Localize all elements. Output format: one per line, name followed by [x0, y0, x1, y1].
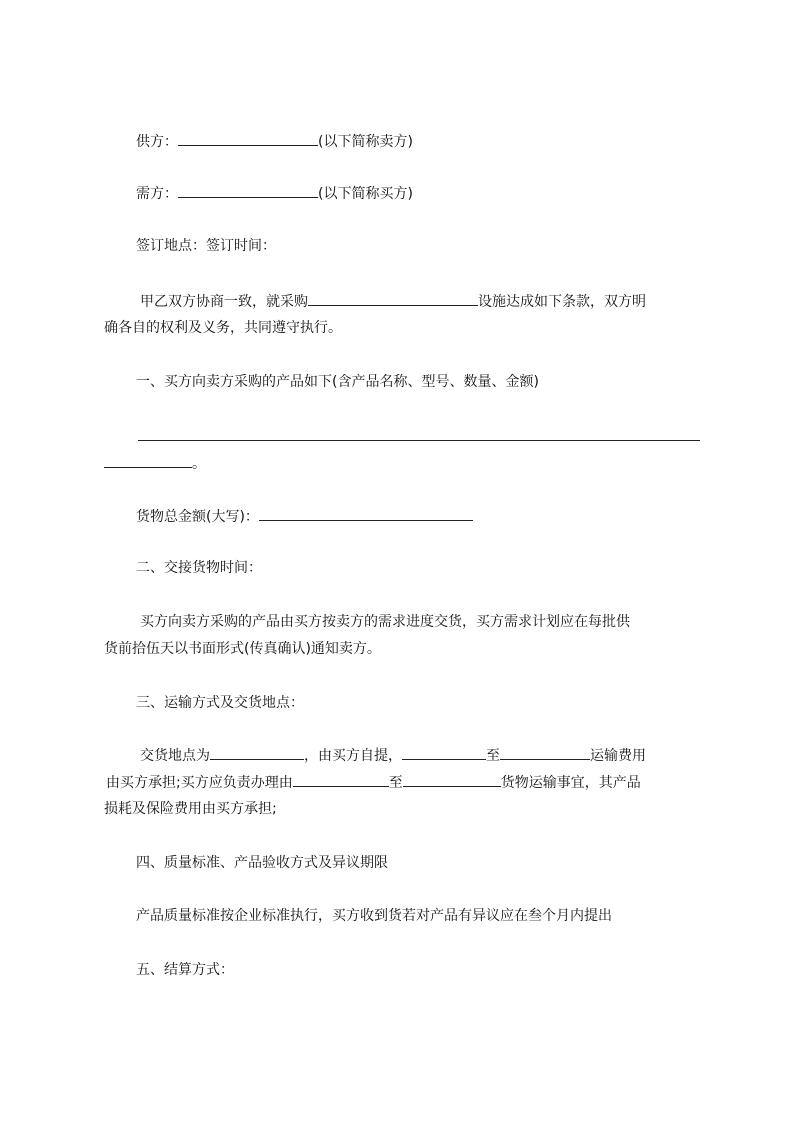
procurement-item-blank[interactable]: [308, 291, 478, 306]
products-blank-1[interactable]: [138, 426, 700, 441]
route-from-blank-1[interactable]: [402, 745, 486, 760]
buyer-blank[interactable]: [178, 183, 318, 198]
section3-line-1: [140, 745, 646, 766]
section2-heading: 二、交接货物时间：: [136, 560, 262, 576]
section2-line-1: 买方向卖方采购的产品由买方按卖方的需求进度交货，买方需求计划应在每批供: [140, 614, 630, 630]
total-line: [136, 506, 473, 527]
intro-line-2: 确各自的权利及义务，共同遵守执行。: [104, 320, 342, 336]
section3-line-3: 损耗及保险费用由买方承担;: [104, 801, 277, 817]
to-text-2: 至: [388, 775, 403, 791]
buyer-line: [136, 183, 413, 204]
route-to-blank-1[interactable]: [500, 745, 590, 760]
total-amount-blank[interactable]: [259, 506, 473, 521]
route-to-blank-2[interactable]: [403, 772, 501, 787]
section3-heading: 三、运输方式及交货地点：: [136, 695, 304, 711]
route-from-blank-2[interactable]: [293, 772, 389, 787]
supplier-blank[interactable]: [178, 131, 318, 146]
total-label: 货物总金额(大写)：: [136, 509, 259, 525]
intro-text-1: 甲乙双方协商一致，就采购: [140, 294, 308, 310]
transport-text: 货物运输事宜，其产品: [500, 775, 641, 791]
products-end-mark: 。: [192, 456, 206, 472]
section2-line-2: 货前拾伍天以书面形式(传真确认)通知卖方。: [104, 641, 381, 657]
buyer-bears-text: 由买方承担;买方应负责办理由: [106, 775, 293, 791]
delivery-place-label: 交货地点为: [140, 748, 210, 764]
intro-line-1: [140, 291, 646, 312]
signing-line: 签订地点：签订时间：: [136, 238, 276, 254]
section4-heading: 四、质量标准、产品验收方式及异议期限: [136, 855, 388, 871]
buyer-label: 需方：: [136, 186, 178, 202]
intro-text-2: 设施达成如下条款，双方明: [478, 294, 646, 310]
section5-heading: 五、结算方式：: [136, 962, 234, 978]
buyer-suffix: (以下简称买方): [318, 186, 413, 202]
supplier-label: 供方：: [136, 134, 178, 150]
supplier-suffix: (以下简称卖方): [318, 134, 413, 150]
products-line-2: [104, 453, 206, 474]
delivery-place-blank[interactable]: [210, 745, 304, 760]
to-text-1: 至: [486, 748, 500, 764]
supplier-line: [136, 131, 413, 152]
section3-line-2: [106, 772, 641, 793]
section1-heading: 一、买方向卖方采购的产品如下(含产品名称、型号、数量、金额): [136, 374, 539, 390]
self-pickup-text: ，由买方自提，: [304, 748, 402, 764]
section4-text: 产品质量标准按企业标准执行，买方收到货若对产品有异议应在叁个月内提出: [136, 908, 612, 924]
products-line-1: [138, 426, 700, 447]
freight-text: 运输费用: [590, 748, 646, 764]
products-blank-2[interactable]: [104, 453, 192, 468]
